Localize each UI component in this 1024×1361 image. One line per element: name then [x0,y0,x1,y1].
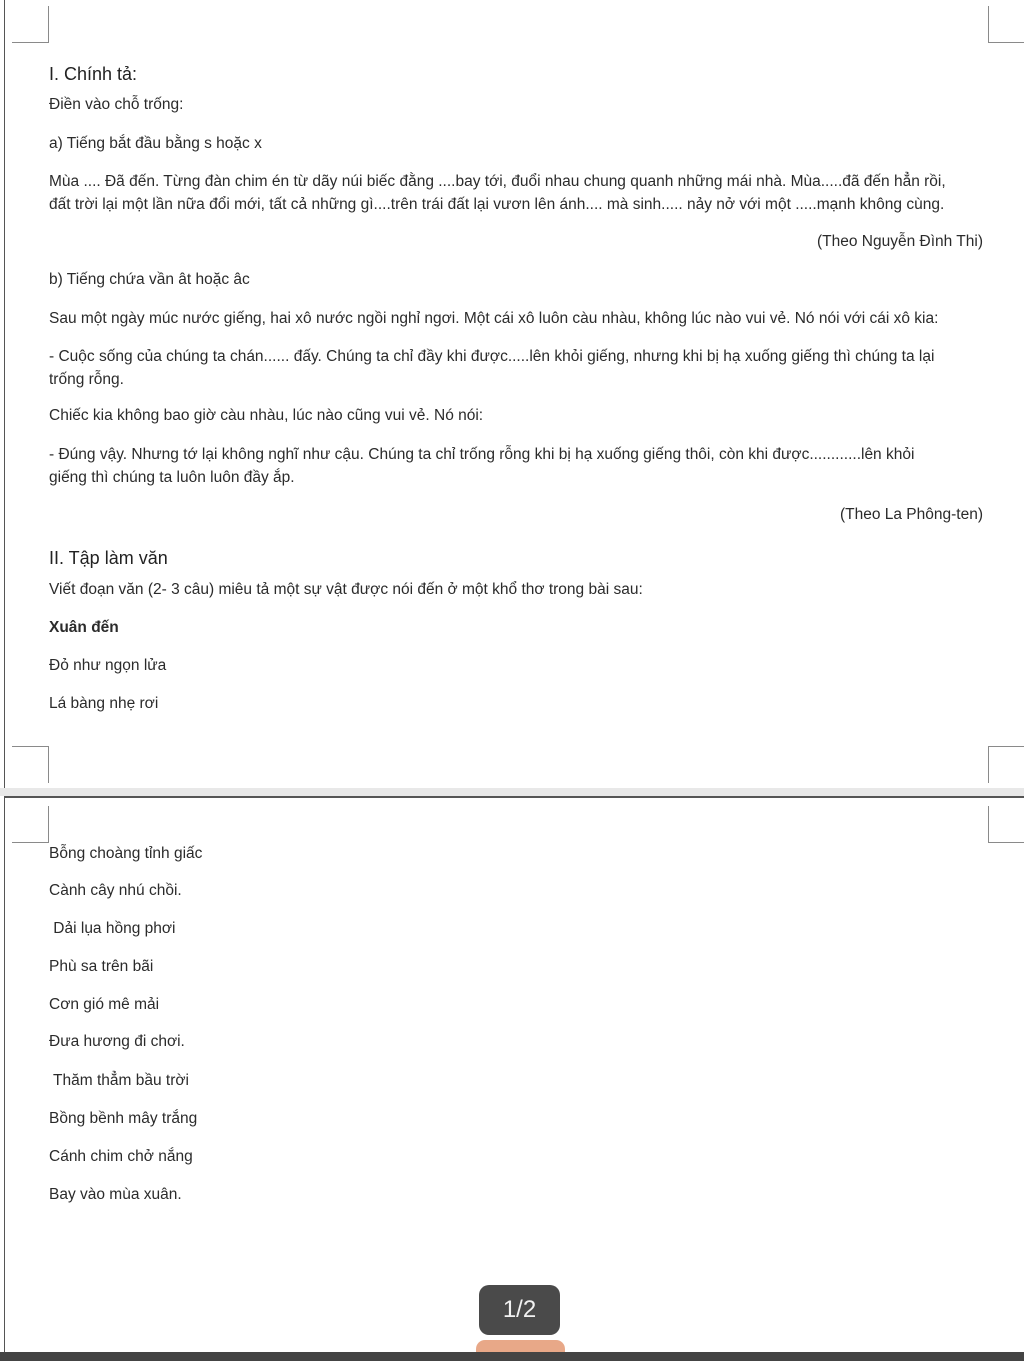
instruction-text: Điền vào chỗ trống: [49,96,184,113]
poem-line: Đưa hương đi chơi. [49,1033,185,1050]
poem-title: Xuân đến [49,619,119,636]
section2-prompt: Viết đoạn văn (2- 3 câu) miêu tả một sự vật được nói đến ở một khổ thơ trong bài sau: [49,581,643,598]
crop-mark-top-right [988,6,1024,43]
poem-line: Dải lụa hồng phơi [49,920,176,937]
crop-mark-top-left [12,806,49,843]
crop-mark-top-right [988,806,1024,843]
part-b-paragraph-4-line-2: giếng thì chúng ta luôn luôn đầy ắp. [49,469,295,486]
section2-title: II. Tập làm văn [49,548,168,568]
poem-line: Đỏ như ngọn lửa [49,657,167,674]
poem-line: Bay vào mùa xuân. [49,1186,182,1203]
bottom-toolbar [0,1352,1024,1361]
crop-mark-bottom-right [988,746,1024,783]
poem-line: Cánh chim chở nắng [49,1148,193,1165]
part-a-line-1: Mùa .... Đã đến. Từng đàn chim én từ dãy núi biếc đằng ....bay tới, đuổi nhau chung quanh những mái nhà. Mùa.....đã đến hẳn rồi, [49,173,946,190]
poem-line: Bồng bềnh mây trắng [49,1110,198,1127]
page-indicator: 1/2 [479,1285,560,1335]
part-b-paragraph-4-line-1: - Đúng vậy. Nhưng tớ lại không nghĩ như cậu. Chúng ta chỉ trống rỗng khi bị hạ xuống giếng thôi, còn khi được............lên khỏi [49,446,915,463]
part-a-line-2: đất trời lại một lần nữa đổi mới, tất cả những gì....trên trái đất lại vươn lên ánh.... mà sinh..... nảy nở với một .....mạnh không cùng. [49,196,945,213]
section1-title: I. Chính tả: [49,64,138,84]
poem-line: Thăm thẳm bầu trời [49,1072,189,1089]
page-separator [0,788,1024,796]
part-b-source: (Theo La Phông-ten) [839,506,983,523]
part-b-paragraph-2-line-1: - Cuộc sống của chúng ta chán...... đấy. Chúng ta chỉ đầy khi được.....lên khỏi giếng, nhưng khi bị hạ xuống giếng thì chúng ta lại [49,348,935,365]
part-b-paragraph-3: Chiếc kia không bao giờ càu nhàu, lúc nào cũng vui vẻ. Nó nói: [49,407,484,424]
poem-line: Cơn gió mê mải [49,996,160,1013]
part-b-paragraph-1: Sau một ngày múc nước giếng, hai xô nước ngồi nghỉ ngơi. Một cái xô luôn càu nhàu, không lúc nào vui vẻ. Nó nói với cái xô kia: [49,310,939,327]
poem-line: Lá bàng nhẹ rơi [49,695,159,712]
crop-mark-bottom-left [12,746,49,783]
poem-line: Cành cây nhú chồi. [49,882,182,899]
part-b-title: b) Tiếng chứa vần ât hoặc âc [49,271,250,288]
crop-mark-top-left [12,6,49,43]
part-a-title: a) Tiếng bắt đầu bằng s hoặc x [49,135,262,152]
poem-line: Bỗng choàng tỉnh giấc [49,845,203,862]
part-b-paragraph-2-line-2: trống rỗng. [49,371,124,388]
poem-line: Phù sa trên bãi [49,958,154,975]
part-a-source: (Theo Nguyễn Đình Thi) [817,233,983,250]
